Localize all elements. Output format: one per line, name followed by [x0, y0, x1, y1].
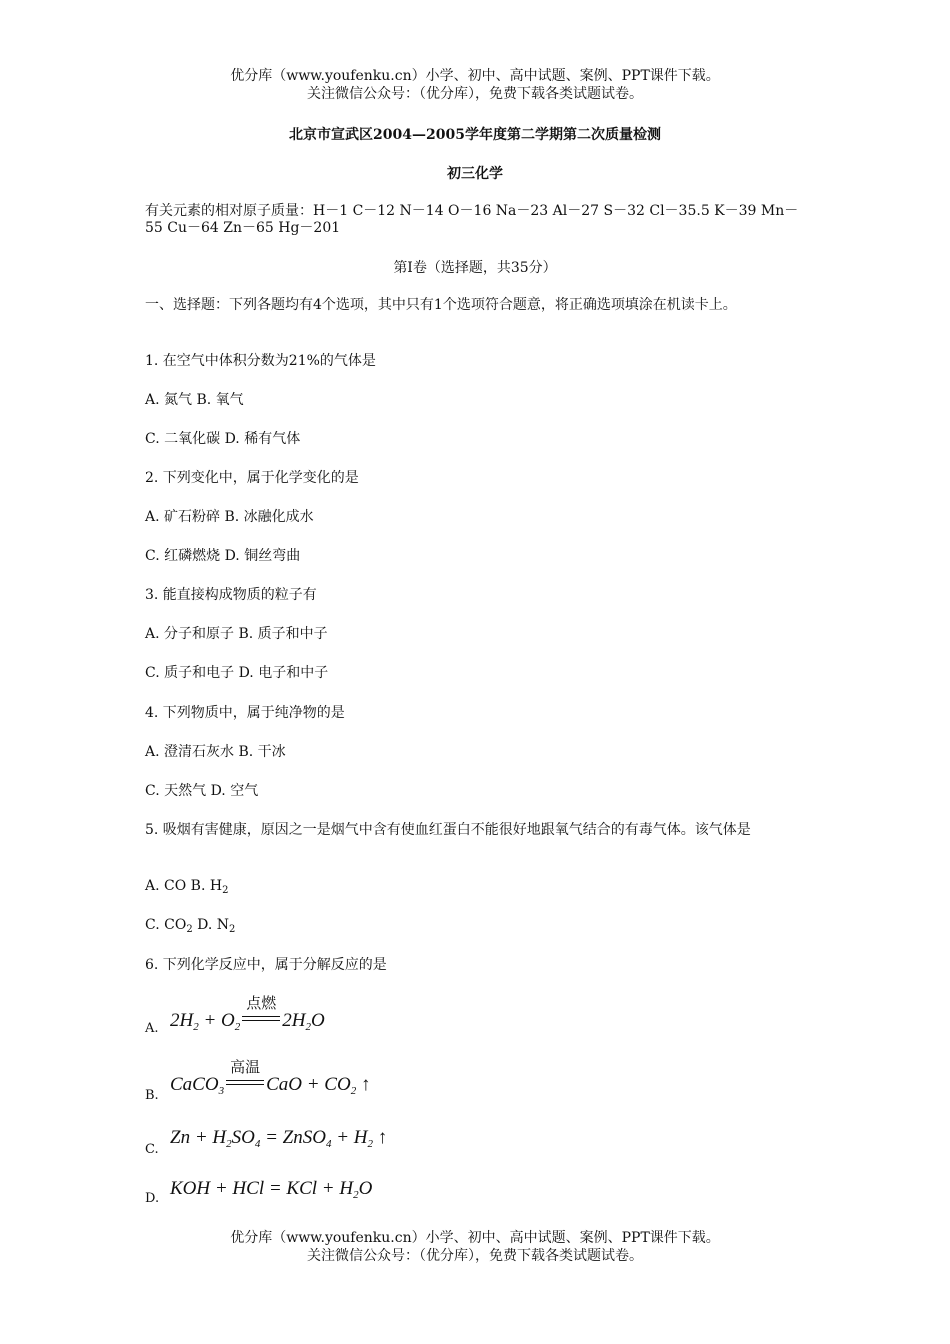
q6-b-condition-label: 高温: [230, 1058, 261, 1076]
atomic-masses: 有关元素的相对原子质量：H－1 C－12 N－14 O－16 Na－23 Al－27 S－32 Cl－35.5 K－39 Mn－55 Cu－64 Zn－65 Hg－201: [145, 203, 799, 236]
question-3-options-cd: C. 质子和电子 D. 电子和中子: [145, 665, 329, 681]
footer-line-2: 关注微信公众号：（优分库），免费下载各类试题试卷。: [307, 1248, 643, 1264]
header-line-2: 关注微信公众号：（优分库），免费下载各类试题试卷。: [307, 86, 643, 102]
q6-option-c-letter: C.: [145, 1142, 159, 1157]
question-5-options-ab: [145, 878, 228, 899]
q6-a-condition: [242, 994, 280, 1032]
q6-option-a-equation: $2H_2 + O_2$ 点燃 $2H_2O$: [170, 994, 325, 1033]
q6-option-c-equation: $Zn + H_2SO_4$ = ZnSO$_4$ + $H_2$ ↑: [170, 1127, 388, 1150]
question-1-options-ab: A. 氮气 B. 氧气: [145, 392, 244, 408]
question-4-options-cd: C. 天然气 D. 空气: [145, 783, 259, 799]
question-4-options-ab: A. 澄清石灰水 B. 干冰: [145, 744, 286, 760]
q6-option-d-letter: D.: [145, 1191, 160, 1206]
question-2-options-cd: C. 红磷燃烧 D. 铜丝弯曲: [145, 548, 301, 564]
q6-b-condition: [226, 1058, 264, 1096]
q6-a-condition-label: 点燃: [246, 994, 277, 1012]
question-2-options-ab: A. 矿石粉碎 B. 冰融化成水: [145, 509, 314, 525]
question-3-stem: 3. 能直接构成物质的粒子有: [145, 587, 317, 603]
question-1-options-cd: C. 二氧化碳 D. 稀有气体: [145, 431, 301, 447]
q5-option-c-subscript: 2: [186, 924, 193, 935]
q5-option-d-text: D. N: [192, 917, 230, 933]
instructions: 一、选择题：下列各题均有4个选项，其中只有1个选项符合题意，将正确选项填涂在机读卡上。: [145, 297, 737, 313]
page-subtitle: 初三化学: [447, 166, 503, 182]
q5-option-ab-text: A. CO B. H: [145, 878, 223, 894]
q5-option-b-subscript: 2: [222, 885, 229, 896]
question-2-stem: 2. 下列变化中，属于化学变化的是: [145, 470, 359, 486]
question-6-stem: 6. 下列化学反应中，属于分解反应的是: [145, 957, 387, 973]
header-line-1: 优分库（www.youfenku.cn）小学、初中、高中试题、案例、PPT课件下载。: [230, 68, 720, 84]
q5-option-c-text: C. CO: [145, 917, 187, 933]
q6-option-b-equation: CaCO$_3$ 高温 CaO + $CO_2$ ↑: [170, 1058, 371, 1097]
q6-option-d-equation: KOH + HCl = KCl + $H_2O$: [170, 1178, 373, 1201]
q6-option-a-letter: A.: [145, 1021, 159, 1036]
question-3-options-ab: A. 分子和原子 B. 质子和中子: [145, 626, 328, 642]
footer-line-1: 优分库（www.youfenku.cn）小学、初中、高中试题、案例、PPT课件下载。: [230, 1230, 720, 1246]
question-1-stem: 1. 在空气中体积分数为21%的气体是: [145, 353, 376, 369]
page-title: 北京市宣武区2004—2005学年度第二学期第二次质量检测: [289, 127, 661, 143]
q5-option-d-subscript: 2: [229, 924, 236, 935]
question-5-options-cd: [145, 917, 235, 938]
question-5-stem: 5. 吸烟有害健康，原因之一是烟气中含有使血红蛋白不能很好地跟氧气结合的有毒气体。该气体是: [145, 822, 751, 838]
section-title: 第Ⅰ卷（选择题，共35分）: [393, 260, 557, 276]
q6-option-b-letter: B.: [145, 1088, 159, 1103]
question-4-stem: 4. 下列物质中，属于纯净物的是: [145, 705, 345, 721]
